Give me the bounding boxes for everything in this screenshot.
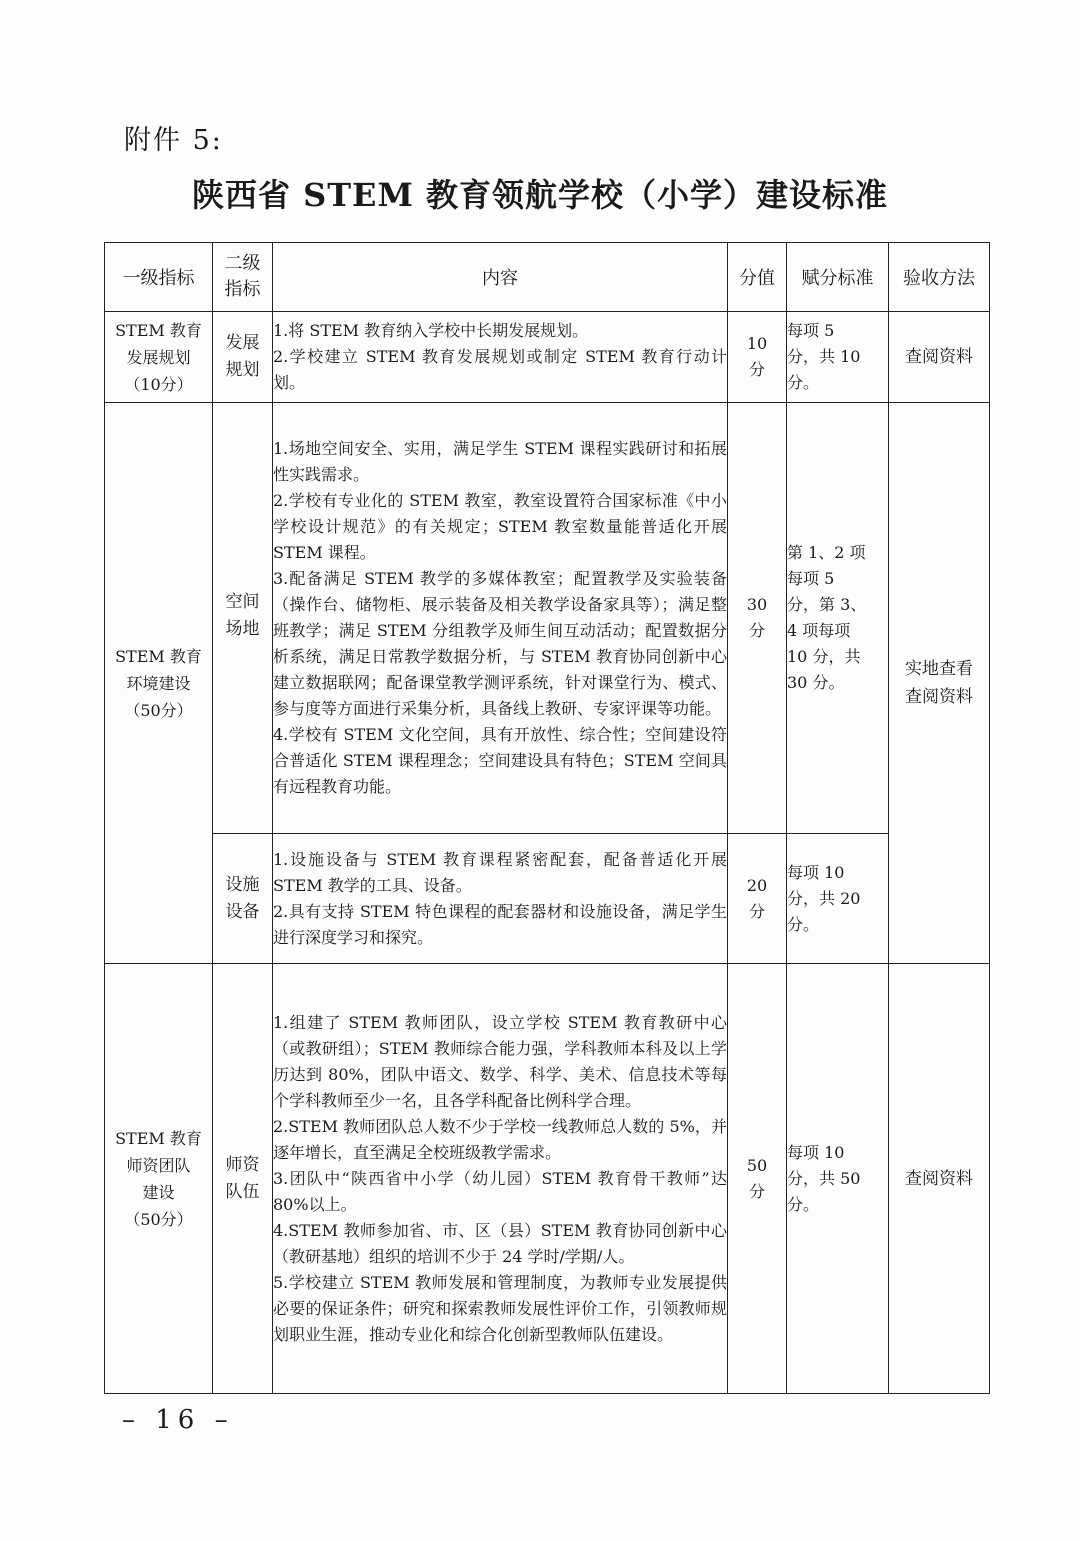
table-row — [105, 312, 990, 403]
header-method: 验收方法 — [889, 243, 990, 312]
method-cell: 查阅资料 — [889, 312, 990, 403]
content-cell: 1.设施设备与 STEM 教育课程紧密配套，配备普适化开展 STEM 教学的工具、设备。 2.具有支持 STEM 特色课程的配套器材和设施设备，满足学生进行深度学习和探究。 — [273, 834, 728, 964]
table-header-row — [105, 243, 990, 312]
document-title: 陕西省 STEM 教育领航学校（小学）建设标准 — [191, 176, 889, 214]
table-row — [105, 834, 990, 964]
standards-table — [104, 242, 990, 1394]
score-cell: 20 分 — [728, 834, 787, 964]
header-score: 分值 — [728, 243, 787, 312]
header-level2: 二级 指标 — [213, 243, 273, 312]
level1-cell: STEM 教育 发展规划 （10分） — [105, 312, 213, 403]
header-rule: 赋分标准 — [787, 243, 889, 312]
method-cell: 查阅资料 — [889, 964, 990, 1394]
page-number: – 16 – — [122, 1405, 234, 1435]
score-cell: 50 分 — [728, 964, 787, 1394]
score-cell: 30 分 — [728, 403, 787, 834]
level1-cell: STEM 教育 师资团队 建设 （50分） — [105, 964, 213, 1394]
rule-cell: 每项 10 分，共 20 分。 — [787, 834, 889, 964]
attachment-label: 附件 5: — [124, 125, 223, 156]
table-row — [105, 964, 990, 1394]
level2-cell: 设施 设备 — [213, 834, 273, 964]
rule-cell: 每项 10 分，共 50 分。 — [787, 964, 889, 1394]
level2-cell: 师资 队伍 — [213, 964, 273, 1394]
level1-cell: STEM 教育 环境建设 （50分） — [105, 403, 213, 964]
header-content: 内容 — [273, 243, 728, 312]
level2-cell: 发展 规划 — [213, 312, 273, 403]
rule-cell: 每项 5 分，共 10 分。 — [787, 312, 889, 403]
method-cell: 实地查看 查阅资料 — [889, 403, 990, 964]
header-level1: 一级指标 — [105, 243, 213, 312]
level2-cell: 空间 场地 — [213, 403, 273, 834]
rule-cell: 第 1、2 项 每项 5 分，第 3、 4 项每项 10 分，共 30 分。 — [787, 403, 889, 834]
content-cell: 1.组建了 STEM 教师团队，设立学校 STEM 教育教研中心（或教研组）；STEM 教师综合能力强，学科教师本科及以上学历达到 80%，团队中语文、数学、科学、美术、信息技术等每个学科教师至少一名，且各学科配备比例科学合理。 2.STEM 教师团队总人数不少于学校一线教师总人数的 5%，并逐年增长，直至满足全校班级教学需求。 3.团队中“陕西省中小学（幼儿园）STEM 教育骨干教师”达 80%以上。 4.STEM 教师参加省、市、区（县）STEM 教育协同创新中心（教研基地）组织的培训不少于 24 学时/学期/人。 5.学校建立 STEM 教师发展和管理制度，为教师专业发展提供必要的保证条件；研究和探索教师发展性评价工作，引领教师规划职业生涯，推动专业化和综合化创新型教师队伍建设。 — [273, 964, 728, 1394]
content-cell: 1.将 STEM 教育纳入学校中长期发展规划。 2.学校建立 STEM 教育发展规划或制定 STEM 教育行动计划。 — [273, 312, 728, 403]
content-cell: 1.场地空间安全、实用，满足学生 STEM 课程实践研讨和拓展性实践需求。 2.学校有专业化的 STEM 教室，教室设置符合国家标准《中小学校设计规范》的有关规定；STEM 教室数量能普适化开展 STEM 课程。 3.配备满足 STEM 教学的多媒体教室；配置教学及实验装备（操作台、储物柜、展示装备及相关教学设备家具等）；满足整班教学；满足 STEM 分组教学及师生间互动活动；配置数据分析系统，满足日常教学数据分析，与 STEM 教育协同创新中心建立数据联网；配备课堂教学测评系统，针对课堂行为、模式、参与度等方面进行采集分析，具备线上教研、专家评课等功能。 4.学校有 STEM 文化空间，具有开放性、综合性；空间建设符合普适化 STEM 课程理念；空间建设具有特色；STEM 空间具有远程教育功能。 — [273, 403, 728, 834]
score-cell: 10 分 — [728, 312, 787, 403]
table-row — [105, 403, 990, 834]
